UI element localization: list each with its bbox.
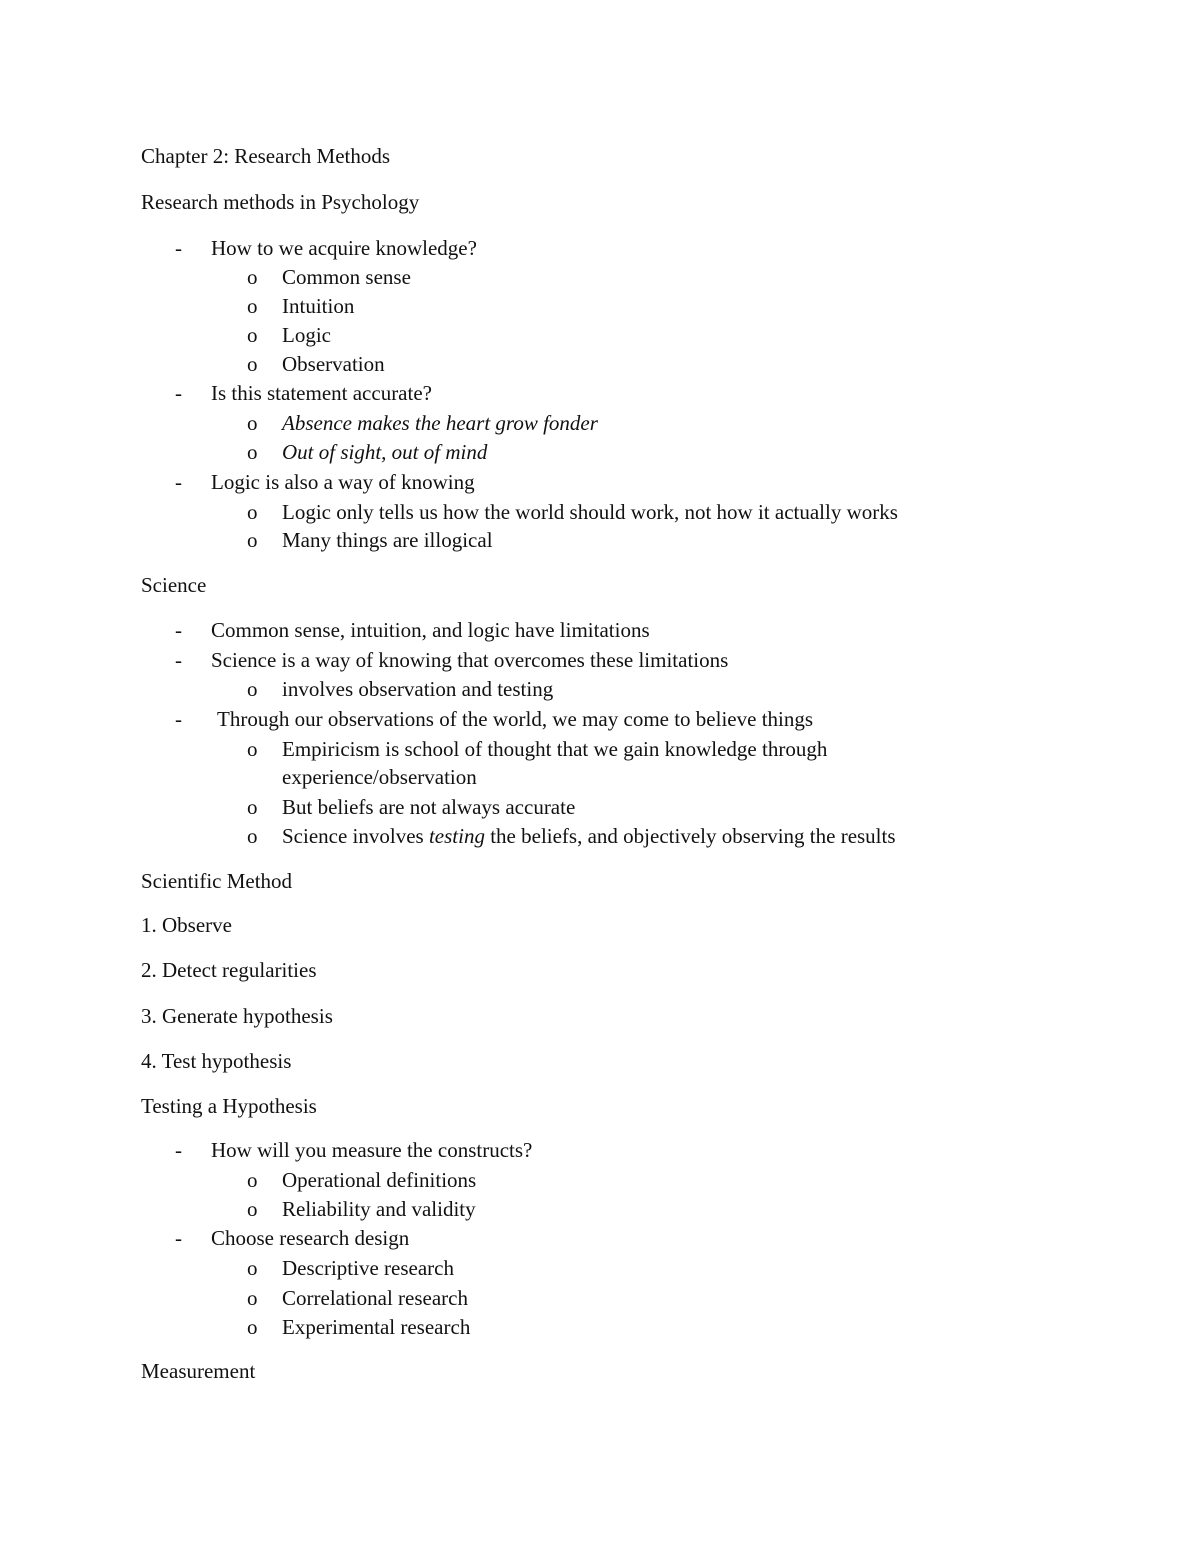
section-heading: Measurement	[141, 1359, 256, 1383]
sub-list-item-part: Science involves	[282, 824, 429, 848]
sub-list-item: involves observation and testing	[282, 677, 554, 701]
sub-list-item-continuation: experience/observation	[282, 765, 477, 789]
dash-bullet: -	[175, 470, 182, 494]
sub-list-item: Common sense	[282, 265, 411, 289]
circle-bullet: o	[247, 1286, 258, 1310]
numbered-step: 4. Test hypothesis	[141, 1049, 292, 1073]
sub-list-item: Operational definitions	[282, 1168, 477, 1192]
sub-list-item: Observation	[282, 352, 385, 376]
circle-bullet: o	[247, 294, 258, 318]
numbered-step: 3. Generate hypothesis	[141, 1004, 333, 1028]
circle-bullet: o	[247, 1315, 258, 1339]
sub-list-item: Empiricism is school of thought that we gain knowledge through	[282, 737, 828, 761]
section-heading: Science	[141, 573, 207, 597]
section-heading: Research methods in Psychology	[141, 190, 420, 214]
list-item: How to we acquire knowledge?	[211, 236, 477, 260]
circle-bullet: o	[247, 795, 258, 819]
sub-list-item: Logic	[282, 323, 331, 347]
circle-bullet: o	[247, 737, 258, 761]
sub-list-item: Experimental research	[282, 1315, 471, 1339]
dash-bullet: -	[175, 648, 182, 672]
sub-list-item: Correlational research	[282, 1286, 468, 1310]
sub-list-item: Reliability and validity	[282, 1197, 476, 1221]
list-item: Science is a way of knowing that overcomes these limitations	[211, 648, 729, 672]
list-item: Through our observations of the world, we may come to believe things	[217, 707, 814, 731]
dash-bullet: -	[175, 236, 182, 260]
circle-bullet: o	[247, 1256, 258, 1280]
circle-bullet: o	[247, 528, 258, 552]
sub-list-item-italic: Absence makes the heart grow fonder	[282, 411, 598, 435]
sub-list-item: Intuition	[282, 294, 355, 318]
sub-list-item-italic: Out of sight, out of mind	[282, 440, 488, 464]
sub-list-item	[282, 824, 896, 848]
dash-bullet: -	[175, 1138, 182, 1162]
circle-bullet: o	[247, 440, 258, 464]
sub-list-item: Many things are illogical	[282, 528, 493, 552]
list-item: How will you measure the constructs?	[211, 1138, 533, 1162]
dash-bullet: -	[175, 618, 182, 642]
section-heading: Testing a Hypothesis	[141, 1094, 317, 1118]
numbered-step: 2. Detect regularities	[141, 958, 317, 982]
section-heading: Scientific Method	[141, 869, 293, 893]
circle-bullet: o	[247, 677, 258, 701]
dash-bullet: -	[175, 1226, 182, 1250]
circle-bullet: o	[247, 265, 258, 289]
circle-bullet: o	[247, 824, 258, 848]
circle-bullet: o	[247, 352, 258, 376]
numbered-step: 1. Observe	[141, 913, 232, 937]
circle-bullet: o	[247, 1197, 258, 1221]
list-item: Common sense, intuition, and logic have limitations	[211, 618, 650, 642]
list-item: Logic is also a way of knowing	[211, 470, 475, 494]
sub-list-item: Descriptive research	[282, 1256, 454, 1280]
circle-bullet: o	[247, 1168, 258, 1192]
dash-bullet: -	[175, 707, 182, 731]
list-item: Is this statement accurate?	[211, 381, 432, 405]
dash-bullet: -	[175, 381, 182, 405]
circle-bullet: o	[247, 411, 258, 435]
page-title: Chapter 2: Research Methods	[141, 144, 391, 168]
sub-list-item: Logic only tells us how the world should work, not how it actually works	[282, 500, 898, 524]
circle-bullet: o	[247, 323, 258, 347]
circle-bullet: o	[247, 500, 258, 524]
sub-list-item: But beliefs are not always accurate	[282, 795, 576, 819]
list-item: Choose research design	[211, 1226, 410, 1250]
emphasis-text: testing	[428, 824, 485, 848]
sub-list-item-part: the beliefs, and objectively observing the results	[484, 824, 896, 848]
